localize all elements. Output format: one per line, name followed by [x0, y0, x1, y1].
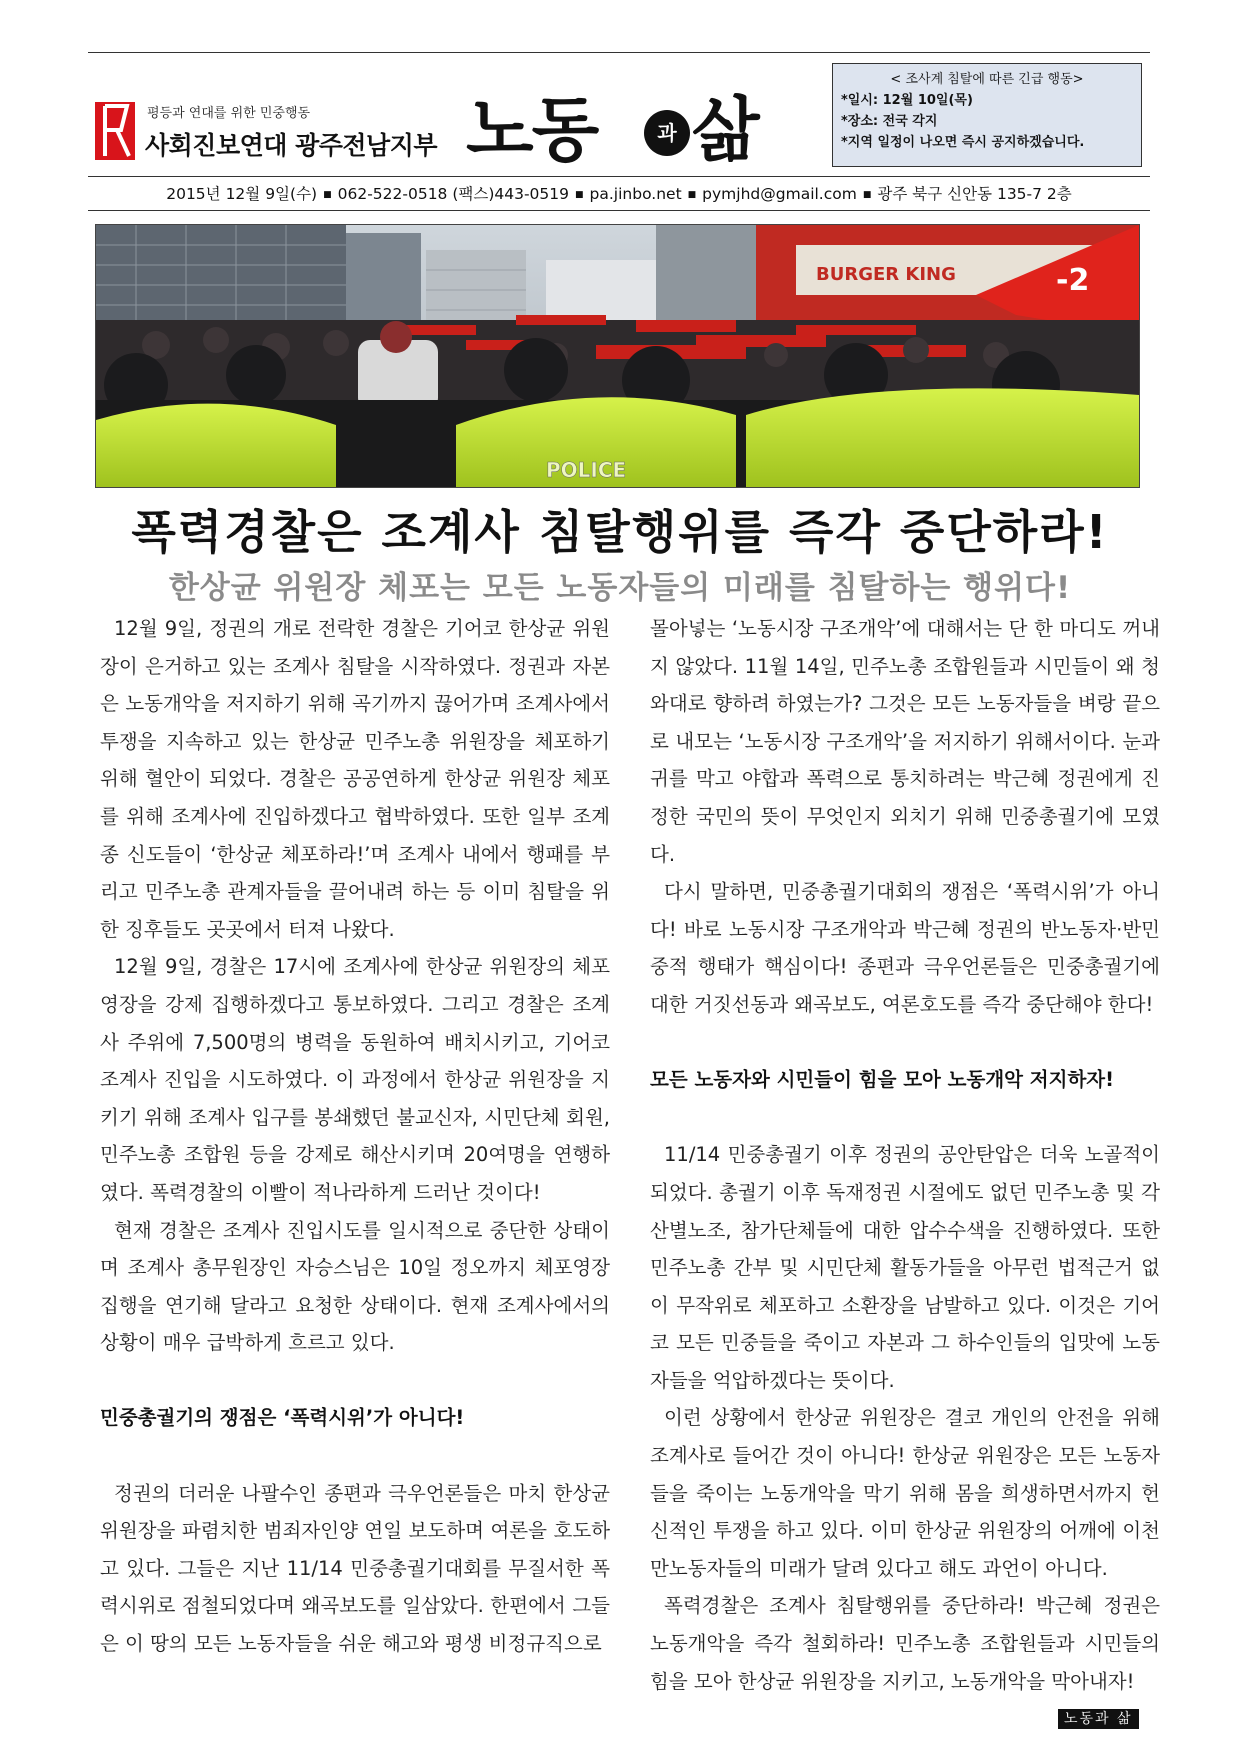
issue-date: 2015년 12월 9일(수) [166, 185, 318, 203]
notice-line-date: *일시: 12월 10일(목) [841, 93, 973, 108]
info-rule-bottom [88, 210, 1150, 211]
paragraph: 다시 말하면, 민중총궐기대회의 쟁점은 ‘폭력시위’가 아니다! 바로 노동시장 구조개악과 박근혜 정권의 반노동자·반민중적 행태가 핵심이다! 종편과 극우언론들은 민중총궐기에 대한 거짓선동과 왜곡보도, 여론호도를 즉각 중단해야 한다! [650, 880, 1160, 1016]
paragraph: 폭력경찰은 조계사 침탈행위를 중단하라! 박근혜 정권은 노동개악을 즉각 철회하라! 민주노총 조합원들과 시민들의 힘을 모아 한상균 위원장을 지키고, 노동개악을 막아내자! [650, 1594, 1160, 1693]
contact-phone: 062-522-0518 (팩스)443-0519 [337, 185, 570, 203]
organization-name: 사회진보연대 광주전남지부 [145, 131, 438, 160]
masthead-part2: 삶 [692, 88, 760, 171]
organization-block [95, 100, 438, 162]
top-rule [88, 52, 1150, 53]
spacer [100, 1437, 610, 1475]
article-right-column [650, 610, 1160, 1700]
main-headline: 폭력경찰은 조계사 침탈행위를 즉각 중단하라! [131, 505, 1109, 559]
masthead-connector: 과 [644, 110, 690, 156]
email-link[interactable]: pymjhd@gmail.com [702, 185, 857, 203]
paragraph: 이런 상황에서 한상균 위원장은 결코 개인의 안전을 위해 조계사로 들어간 것이 아니다! 한상균 위원장은 모든 노동자들을 죽이는 노동개악을 막기 위해 몸을 희생하면서까지 헌신적인 투쟁을 하고 있다. 이미 한상균 위원장의 어깨에 이천만노동자들의 미래가 달려 있다고 해도 과언이 아니다. [650, 1406, 1160, 1580]
spacer [650, 1024, 1160, 1062]
police-vest-text: POLICE [546, 458, 627, 482]
address: 광주 북구 신안동 135-7 2층 [877, 185, 1072, 203]
paragraph: 12월 9일, 경찰은 17시에 조계사에 한상균 위원장의 체포영장을 강제 집행하겠다고 통보하였다. 그리고 경찰은 조계사 주위에 7,500명의 병력을 동원하여 배치시키고, 기어코 조계사 진입을 시도하였다. 이 과정에서 한상균 위원장을 지키기 위해 조계사 입구를 봉쇄했던 불교신자, 시민단체 회원, 민주노총 조합원 등을 강제로 해산시키며 20여명을 연행하였다. 폭력경찰의 이빨이 적나라하게 드러난 것이다! [100, 955, 610, 1204]
square-bullet-icon: ■ [862, 189, 872, 200]
notice-title: < 조사계 침탈에 따른 긴급 행동> [890, 72, 1084, 87]
notice-line-place: *장소: 전국 각지 [841, 114, 938, 129]
protest-photo [95, 224, 1140, 488]
website-link[interactable]: pa.jinbo.net [589, 185, 682, 203]
organization-subtitle: 평등과 연대를 위한 민중행동 [147, 106, 311, 121]
article-left-column [100, 610, 610, 1663]
paragraph: 12월 9일, 정권의 개로 전락한 경찰은 기어코 한상균 위원장이 은거하고 있는 조계사 침탈을 시작하였다. 정권과 자본은 노동개악을 저지하기 위해 곡기까지 끊어가며 조계사에서 투쟁을 지속하고 있는 한상균 민주노총 위원장을 체포하기 위해 혈안이 되었다. 경찰은 공공연하게 한상균 위원장 체포를 위해 조계사에 진입하겠다고 협박하였다. 또한 일부 조계종 신도들이 ‘한상균 체포하라!’며 조계사 내에서 행패를 부리고 민주노총 관계자들을 끌어내려 하는 등 이미 침탈을 위한 징후들도 곳곳에서 터져 나왔다. [100, 617, 610, 941]
paragraph: 정권의 더러운 나팔수인 종편과 극우언론들은 마치 한상균 위원장을 파렴치한 범죄자인양 연일 보도하며 여론을 호도하고 있다. 그들은 지난 11/14 민중총궐기대회를 무질서한 폭력시위로 점철되었다며 왜곡보도를 일삼았다. 한편에서 그들은 이 땅의 모든 노동자들을 쉬운 해고와 평생 비정규직으로 [100, 1481, 610, 1656]
section-heading: 모든 노동자와 시민들이 힘을 모아 노동개악 저지하자! [650, 1068, 1115, 1092]
spacer [100, 1362, 610, 1400]
info-rule-top [88, 176, 1150, 177]
section-heading: 민중총궐기의 쟁점은 ‘폭력시위’가 아니다! [100, 1406, 465, 1430]
store-sign: BURGER KING [816, 264, 956, 285]
notice-line-info: *지역 일정이 나오면 즉시 공지하겠습니다. [841, 135, 1085, 150]
issue-info-line [88, 182, 1150, 204]
square-bullet-icon: ■ [687, 189, 697, 200]
protest-photo-illustration [96, 225, 1139, 487]
square-bullet-icon: ■ [323, 189, 332, 200]
spacer [650, 1099, 1160, 1137]
masthead-title [466, 62, 806, 172]
footer-tag: 노동과 삶 [1058, 1709, 1139, 1729]
square-bullet-icon: ■ [575, 189, 584, 200]
masthead-part1: 노동 [466, 88, 598, 171]
flag-text: -2 [1056, 263, 1090, 298]
emergency-notice-box [832, 63, 1142, 167]
paragraph: 몰아넣는 ‘노동시장 구조개악’에 대해서는 단 한 마디도 꺼내지 않았다. 11월 14일, 민주노총 조합원들과 시민들이 왜 청와대로 향하려 하였는가? 그것은 모든 노동자들을 벼랑 끝으로 내모는 ‘노동시장 구조개악’을 저지하기 위해서이다. 눈과 귀를 막고 야합과 폭력으로 통치하려는 박근혜 정권에게 진정한 국민의 뜻이 무엇인지 외치기 위해 민중총궐기에 모였다. [650, 617, 1160, 866]
organization-logo-icon [95, 102, 135, 160]
paragraph: 현재 경찰은 조계사 진입시도를 일시적으로 중단한 상태이며 조계사 총무원장인 자승스님은 10일 정오까지 체포영장 집행을 연기해 달라고 요청한 상태이다. 현재 조계사에서의 상황이 매우 급박하게 흐르고 있다. [100, 1218, 610, 1355]
sub-headline: 한상균 위원장 체포는 모든 노동자들의 미래를 침탈하는 행위다! [168, 570, 1072, 606]
paragraph: 11/14 민중총궐기 이후 정권의 공안탄압은 더욱 노골적이 되었다. 총궐기 이후 독재정권 시절에도 없던 민주노총 및 각 산별노조, 참가단체들에 대한 압수수색을 진행하였다. 또한 민주노총 간부 및 시민단체 활동가들을 아무런 법적근거 없이 무작위로 체포하고 소환장을 남발하고 있다. 이것은 기어코 모든 민중들을 죽이고 자본과 그 하수인들의 입맛에 노동자들을 억압하겠다는 뜻이다. [650, 1143, 1160, 1392]
